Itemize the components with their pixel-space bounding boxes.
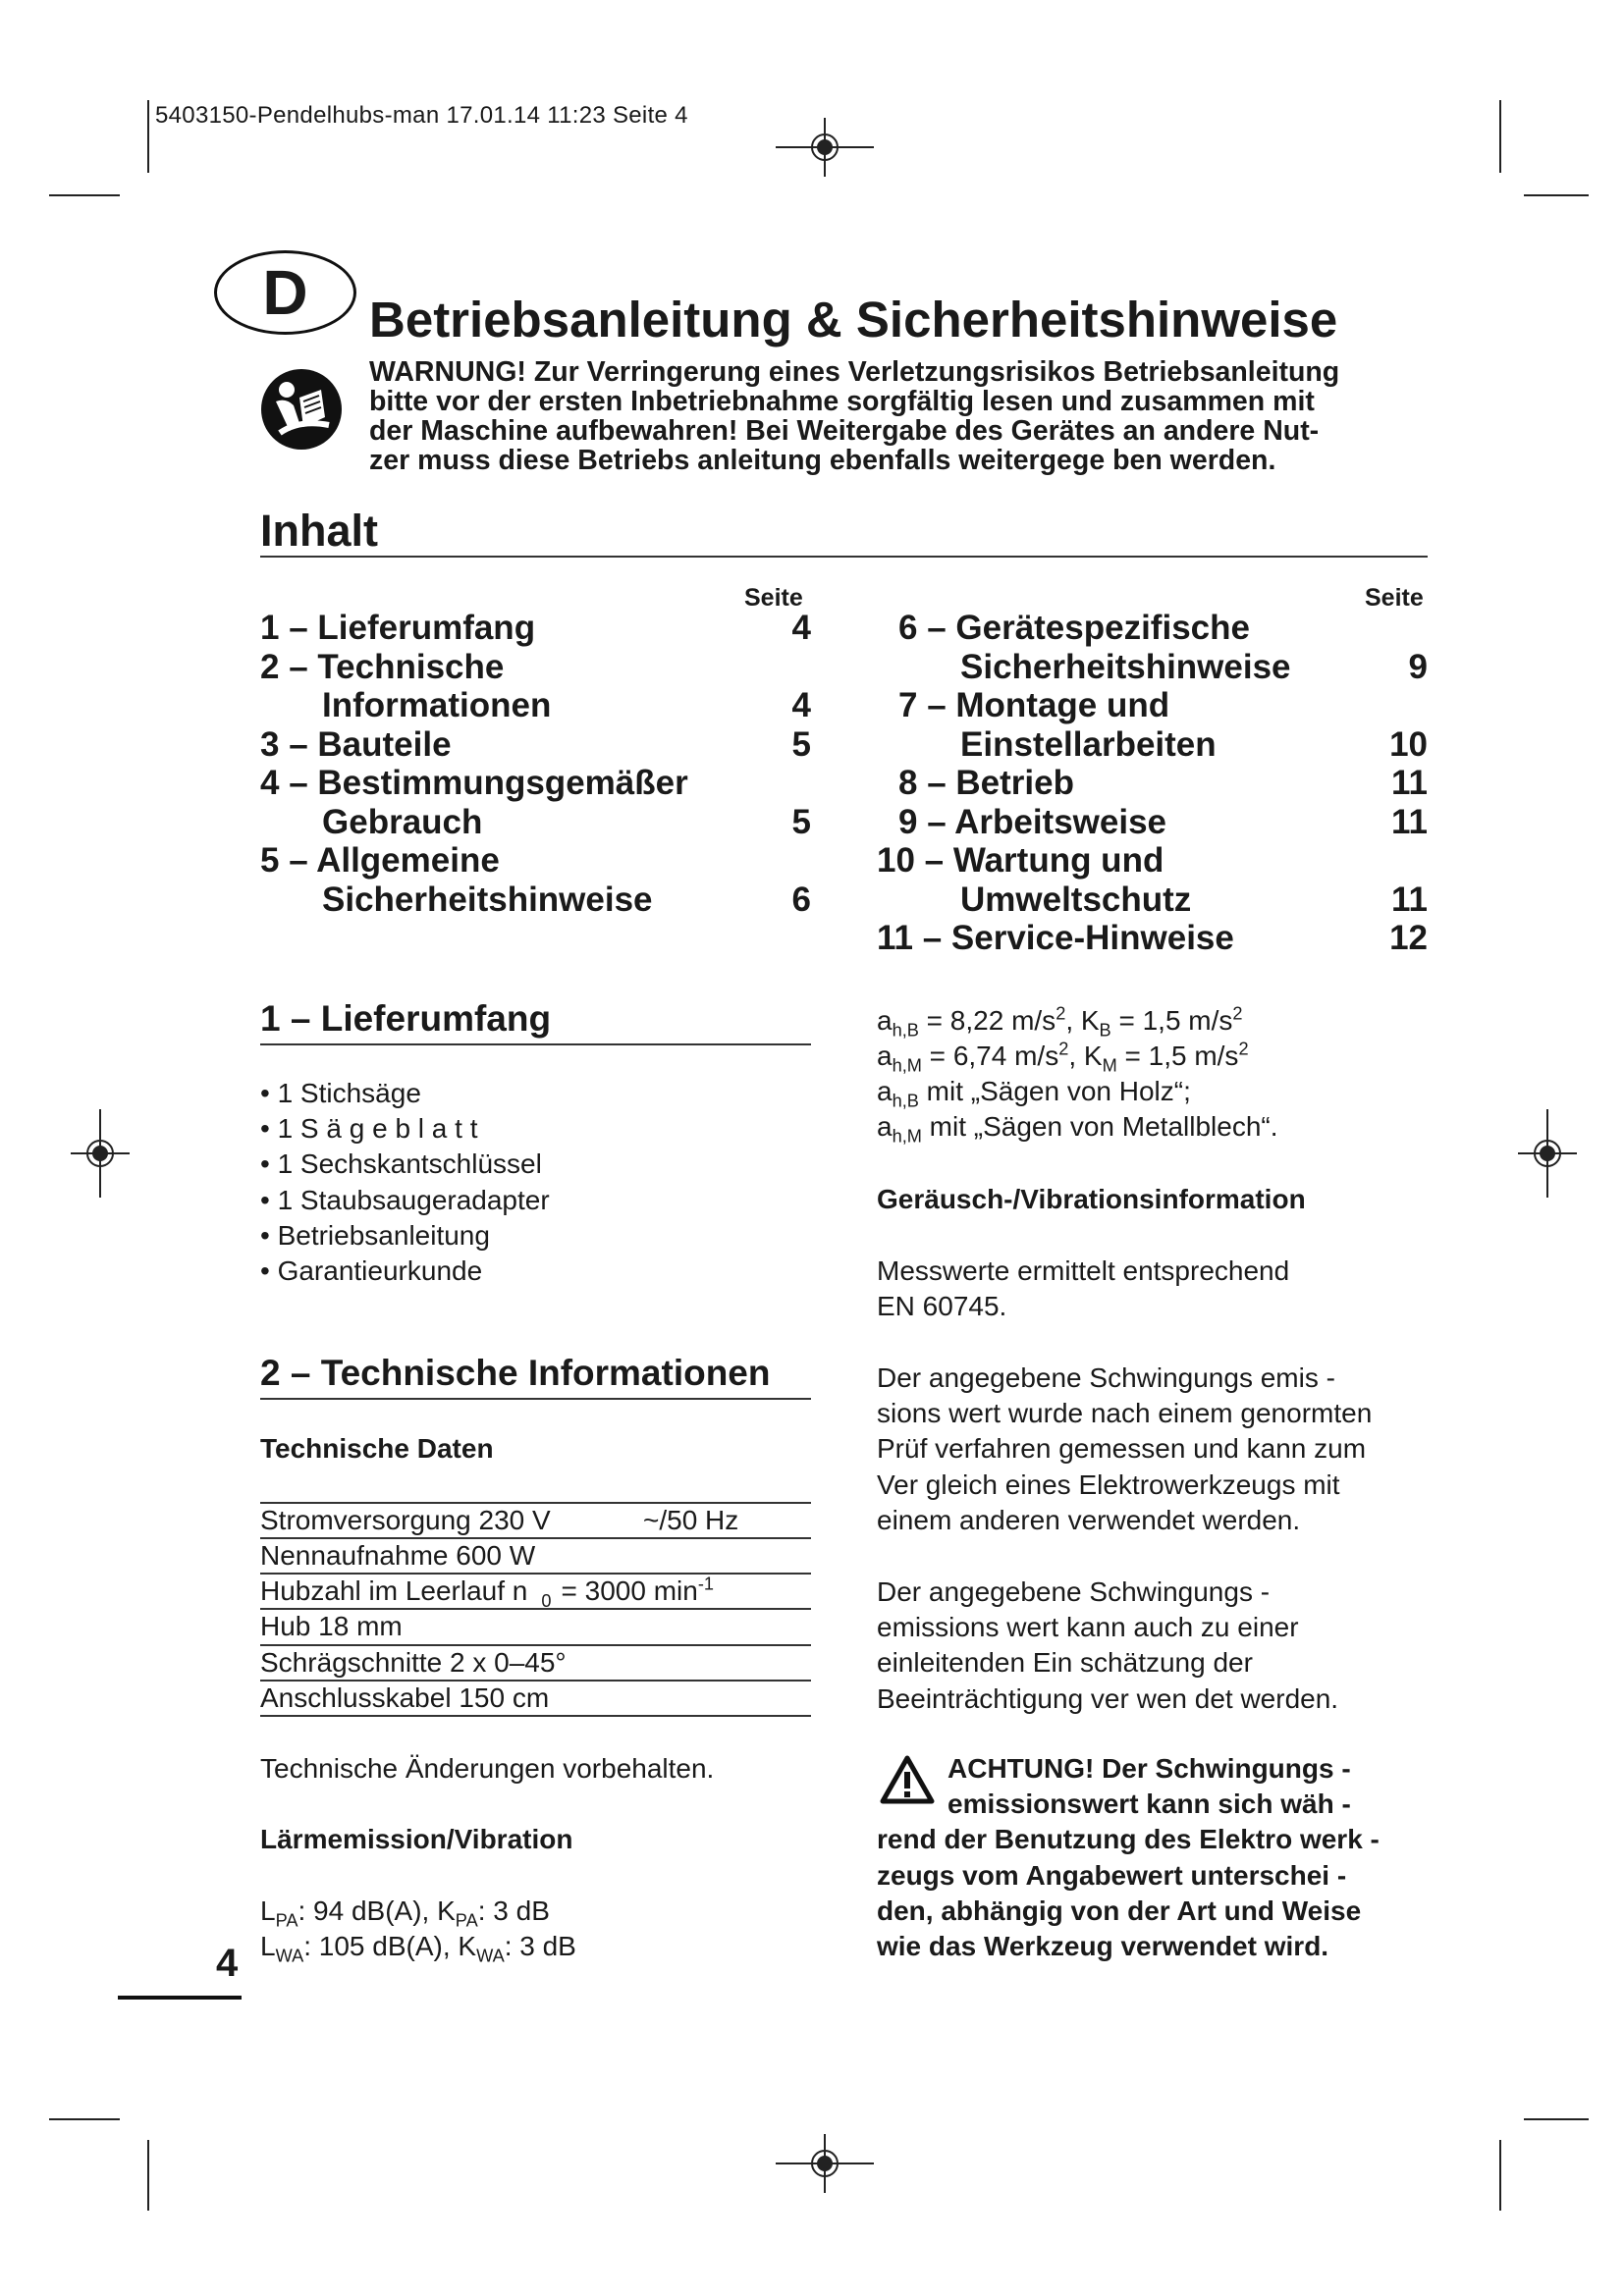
text-line: einem anderen verwendet werden. bbox=[877, 1504, 1301, 1535]
table-row bbox=[260, 1503, 810, 1538]
toc-right bbox=[877, 609, 1428, 958]
sup: -1 bbox=[697, 1574, 714, 1594]
crop-mark bbox=[147, 100, 149, 173]
text-line: Der angegebene Schwingungs emis - bbox=[877, 1362, 1335, 1393]
text-line: • Garantieurkunde bbox=[260, 1255, 483, 1287]
toc-left bbox=[260, 609, 811, 919]
text-line: sions wert wurde nach einem genormten bbox=[877, 1398, 1373, 1429]
text: mit „Sägen von Holz“; bbox=[918, 1076, 1191, 1106]
text: a bbox=[877, 1111, 893, 1142]
page-number: 4 bbox=[216, 1942, 239, 1985]
sub: 0 bbox=[541, 1590, 552, 1611]
table-cell-label: Hub 18 mm bbox=[260, 1611, 403, 1641]
toc-entry-title: Sicherheitshinweise bbox=[322, 880, 653, 919]
text-line: ACHTUNG! Der Schwingungs - bbox=[947, 1753, 1351, 1784]
toc-entry-title: 10 – Wartung und bbox=[877, 841, 1164, 880]
text-line: emissionswert kann sich wäh - bbox=[947, 1789, 1351, 1820]
vibration-ahb-text bbox=[877, 1074, 1191, 1109]
toc-entry-title: Einstellarbeiten bbox=[960, 724, 1217, 764]
text-line: Prüf verfahren gemessen und kann zum bbox=[877, 1433, 1367, 1465]
paragraph bbox=[877, 1254, 1289, 1324]
section-heading: 1 – Lieferumfang bbox=[260, 998, 552, 1039]
text-line: den, abhängig von der Art und Weise bbox=[877, 1895, 1362, 1926]
toc-entry-page: 11 bbox=[1391, 802, 1428, 841]
lpa-line bbox=[260, 1894, 550, 1929]
noise-heading: Lärmemission/Vibration bbox=[260, 1824, 573, 1854]
vibration-ahm-text bbox=[877, 1109, 1278, 1145]
toc-entry bbox=[260, 648, 811, 687]
text: a bbox=[877, 1076, 893, 1106]
text-line: • 1 S ä g e b l a t t bbox=[260, 1113, 478, 1145]
noise-vibration-heading: Geräusch-/Vibrationsinformation bbox=[877, 1184, 1306, 1214]
toc-entry-title: Sicherheitshinweise bbox=[960, 647, 1291, 686]
toc-entry bbox=[877, 803, 1428, 842]
toc-entry bbox=[877, 686, 1428, 725]
page-label: Seite bbox=[744, 584, 803, 612]
text-line: Ver gleich eines Elektrowerkzeugs mit bbox=[877, 1468, 1340, 1500]
sub: M bbox=[1102, 1055, 1117, 1076]
print-header: 5403150-Pendelhubs-man 17.01.14 11:23 Seite 4 bbox=[155, 102, 688, 129]
table-cell-label: Nennaufnahme 600 W bbox=[260, 1540, 536, 1571]
text-line: • 1 Stichsäge bbox=[260, 1078, 421, 1108]
toc-entry-title: Umweltschutz bbox=[960, 880, 1192, 919]
toc-entry bbox=[877, 725, 1428, 765]
text: = 1,5 m/s bbox=[1116, 1041, 1239, 1071]
sub: PA bbox=[455, 1910, 478, 1931]
toc-entry bbox=[260, 609, 811, 648]
toc-entry-title: 1 – Lieferumfang bbox=[260, 609, 536, 647]
warning-line: zer muss diese Betriebs anleitung ebenfalls weitergege ben werden. bbox=[369, 445, 1276, 476]
toc-entry bbox=[260, 725, 811, 765]
toc-entry bbox=[260, 881, 811, 920]
toc-entry-page: 5 bbox=[791, 724, 811, 764]
sub: WA bbox=[476, 1946, 505, 1966]
warning-line: der Maschine aufbewahren! Bei Weitergabe des Gerätes an andere Nut- bbox=[369, 415, 1320, 447]
text-line: zeugs vom Angabewert unterschei - bbox=[877, 1859, 1347, 1891]
text: L bbox=[260, 1896, 276, 1926]
registration-mark-icon bbox=[1518, 1109, 1577, 1198]
table-row bbox=[260, 1645, 810, 1681]
sub: h,B bbox=[892, 1020, 919, 1041]
caution-text bbox=[877, 1751, 1380, 1964]
toc-entry bbox=[260, 686, 811, 725]
toc-entry bbox=[877, 764, 1428, 803]
toc-entry bbox=[260, 803, 811, 842]
section-rule bbox=[260, 1398, 811, 1400]
toc-entry-title: 9 – Arbeitsweise bbox=[898, 802, 1167, 841]
toc-entry-title: Informationen bbox=[322, 686, 552, 724]
section-rule bbox=[260, 1043, 811, 1045]
registration-mark-icon bbox=[776, 2134, 874, 2193]
table-row bbox=[260, 1681, 810, 1716]
toc-entry bbox=[260, 764, 811, 803]
crop-mark bbox=[1499, 2140, 1501, 2211]
toc-entry-title: 6 – Gerätespezifische bbox=[898, 609, 1250, 647]
text-line: rend der Benutzung des Elektro werk - bbox=[877, 1824, 1380, 1855]
tech-data-heading: Technische Daten bbox=[260, 1433, 494, 1464]
text-line: emissions wert kann auch zu einer bbox=[877, 1612, 1299, 1643]
toc-entry-page: 12 bbox=[1389, 919, 1428, 957]
page-number-rule bbox=[118, 1996, 242, 2000]
sub: PA bbox=[275, 1910, 298, 1931]
text: a bbox=[877, 1005, 893, 1036]
crop-mark bbox=[1524, 2118, 1589, 2120]
text: : 105 dB(A), K bbox=[303, 1931, 477, 1961]
crop-mark bbox=[49, 2118, 120, 2120]
sub: h,M bbox=[892, 1055, 922, 1076]
toc-entry-page: 9 bbox=[1408, 647, 1428, 686]
toc-entry-title: 8 – Betrieb bbox=[898, 764, 1074, 802]
language-badge: D bbox=[262, 257, 308, 328]
text-line: EN 60745. bbox=[877, 1291, 1007, 1322]
toc-entry bbox=[877, 648, 1428, 687]
toc-entry-page: 11 bbox=[1391, 764, 1428, 802]
table-cell-value: = 3000 min bbox=[561, 1575, 698, 1606]
toc-entry-page: 4 bbox=[791, 609, 811, 647]
toc-entry-title: 5 – Allgemeine bbox=[260, 841, 500, 880]
sub: B bbox=[1099, 1020, 1111, 1041]
text: mit „Sägen von Metallblech“. bbox=[921, 1111, 1278, 1142]
toc-entry-title: 4 – Bestimmungsgemäßer bbox=[260, 764, 688, 802]
text-line: Der angegebene Schwingungs - bbox=[877, 1576, 1271, 1607]
table-cell-label: Anschlusskabel 150 cm bbox=[260, 1682, 550, 1713]
toc-entry-title: Gebrauch bbox=[322, 802, 483, 841]
table-cell-label: Schrägschnitte 2 x 0–45° bbox=[260, 1647, 567, 1678]
table-cell-value: ~/50 Hz bbox=[643, 1505, 739, 1535]
text: : 94 dB(A), K bbox=[298, 1896, 456, 1926]
warning-text bbox=[369, 357, 1410, 475]
tech-note: Technische Änderungen vorbehalten. bbox=[260, 1753, 715, 1784]
table-cell-label: Stromversorgung 230 V bbox=[260, 1505, 551, 1535]
text: : 3 dB bbox=[477, 1896, 550, 1926]
text-line: • 1 Sechskantschlüssel bbox=[260, 1148, 542, 1180]
crop-mark bbox=[1499, 100, 1501, 173]
page-label: Seite bbox=[1365, 584, 1424, 612]
page-title: Betriebsanleitung & Sicherheitshinweise bbox=[369, 292, 1338, 347]
registration-mark-icon bbox=[776, 118, 874, 177]
table-row bbox=[260, 1538, 810, 1574]
text: L bbox=[260, 1931, 276, 1961]
sup: 2 bbox=[1058, 1039, 1069, 1059]
vibration-ahm bbox=[877, 1039, 1249, 1074]
contents-heading: Inhalt bbox=[260, 506, 378, 556]
toc-entry-page: 6 bbox=[791, 880, 811, 919]
toc-entry bbox=[877, 881, 1428, 920]
toc-entry bbox=[877, 841, 1428, 881]
registration-mark-icon bbox=[71, 1109, 130, 1198]
text: , K bbox=[1068, 1041, 1103, 1071]
read-manual-icon bbox=[260, 368, 343, 451]
paragraph bbox=[877, 1361, 1372, 1538]
toc-entry-title: 7 – Montage und bbox=[898, 686, 1170, 724]
table-row bbox=[260, 1609, 810, 1644]
text: = 1,5 m/s bbox=[1110, 1005, 1233, 1036]
toc-entry-page: 11 bbox=[1391, 880, 1428, 919]
toc-entry bbox=[877, 919, 1428, 958]
sub: h,B bbox=[892, 1091, 919, 1111]
table-row bbox=[260, 1574, 810, 1609]
lwa-line bbox=[260, 1929, 576, 1964]
toc-entry-title: 3 – Bauteile bbox=[260, 724, 452, 764]
text-line: einleitenden Ein schätzung der bbox=[877, 1647, 1253, 1679]
text-line: Messwerte ermittelt entsprechend bbox=[877, 1255, 1290, 1286]
text: a bbox=[877, 1041, 893, 1071]
crop-mark bbox=[1524, 194, 1589, 196]
warning-line: WARNUNG! Zur Verringerung eines Verletzungsrisikos Betriebsanleitung bbox=[369, 356, 1340, 388]
sub: h,M bbox=[892, 1126, 922, 1147]
text: : 3 dB bbox=[504, 1931, 576, 1961]
section-heading: 2 – Technische Informationen bbox=[260, 1353, 771, 1393]
sub: WA bbox=[275, 1946, 304, 1966]
text-line: Beeinträchtigung ver wen det werden. bbox=[877, 1682, 1339, 1714]
toc-entry-page: 4 bbox=[791, 686, 811, 724]
text-line: • 1 Staubsaugeradapter bbox=[260, 1184, 550, 1215]
text-line: wie das Werkzeug verwendet wird. bbox=[877, 1931, 1329, 1962]
text-line: • Betriebsanleitung bbox=[260, 1219, 490, 1251]
toc-entry-page: 5 bbox=[791, 802, 811, 841]
text: = 6,74 m/s bbox=[921, 1041, 1059, 1071]
toc-entry-title: 2 – Technische bbox=[260, 647, 505, 686]
toc-entry bbox=[260, 841, 811, 881]
table-cell-label: Hubzahl im Leerlauf n bbox=[260, 1575, 528, 1606]
sup: 2 bbox=[1232, 1003, 1243, 1024]
contents-rule bbox=[260, 556, 1428, 558]
vibration-ahb bbox=[877, 1003, 1243, 1039]
warning-line: bitte vor der ersten Inbetriebnahme sorgfältig lesen und zusammen mit bbox=[369, 386, 1315, 417]
toc-entry-page: 10 bbox=[1389, 724, 1428, 764]
text: = 8,22 m/s bbox=[918, 1005, 1056, 1036]
paragraph bbox=[877, 1575, 1338, 1717]
crop-mark bbox=[147, 2140, 149, 2211]
toc-entry-title: 11 – Service-Hinweise bbox=[877, 919, 1234, 957]
delivery-list bbox=[260, 1076, 550, 1289]
crop-mark bbox=[49, 194, 120, 196]
sup: 2 bbox=[1056, 1003, 1066, 1024]
text: , K bbox=[1065, 1005, 1100, 1036]
sup: 2 bbox=[1238, 1039, 1249, 1059]
toc-entry bbox=[877, 609, 1428, 648]
